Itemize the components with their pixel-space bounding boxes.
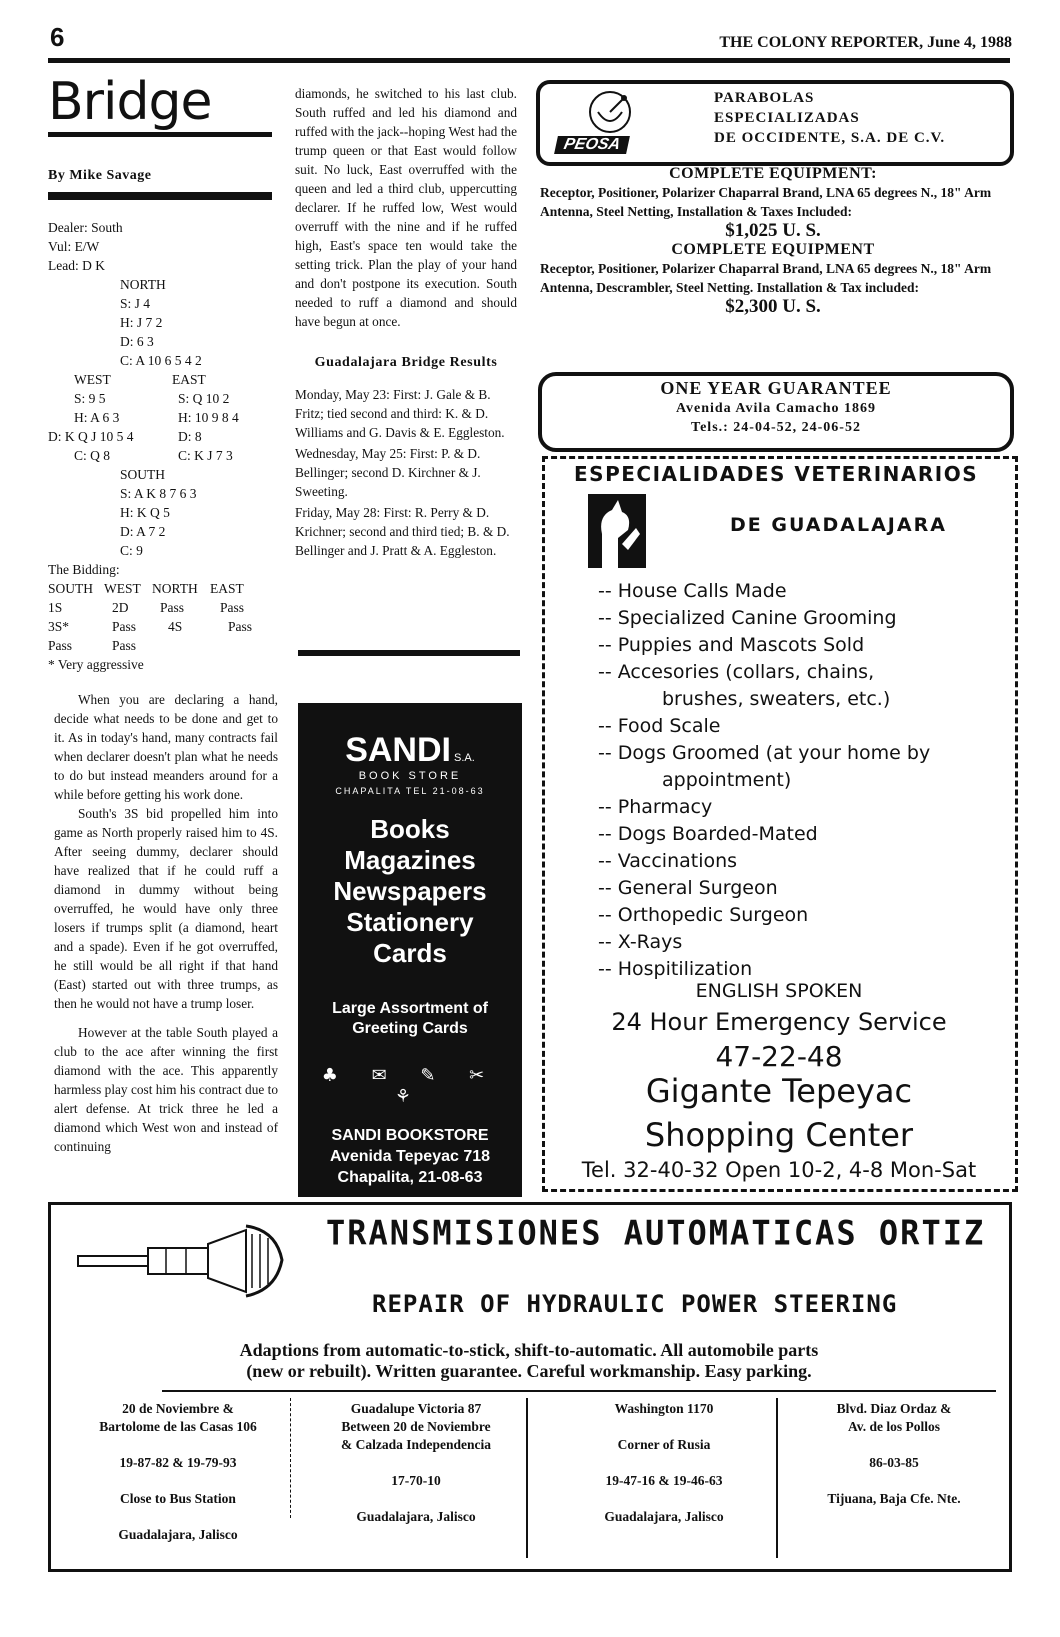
- south-spades: S: A K 8 7 6 3: [120, 486, 197, 501]
- location-block: [80, 1400, 276, 1544]
- column-divider: [526, 1398, 528, 1558]
- page-number: 6: [50, 22, 65, 52]
- spacer: [80, 1472, 276, 1490]
- location-line: 17-70-10: [391, 1473, 441, 1488]
- sandi-bookstore-ad: [298, 703, 522, 1197]
- location-line: Washington 1170: [614, 1401, 714, 1416]
- column-divider: [290, 1398, 291, 1518]
- bidding-row: [48, 636, 280, 655]
- east-clubs: C: K J 7 3: [178, 448, 233, 463]
- west-clubs: C: Q 8: [74, 448, 111, 463]
- north-label: NORTH: [120, 277, 166, 292]
- bidding-label: The Bidding:: [48, 562, 120, 577]
- service-item: -- Accesories (collars, chains,: [598, 661, 875, 683]
- peosa-logo: PEOSA: [554, 136, 630, 154]
- result-item: Friday, May 28: First: R. Perry & D. Krichner; second and third tied; B. & D. Bellinger and J. Pratt & A. Eggleston.: [295, 505, 510, 558]
- south-label: SOUTH: [120, 467, 166, 482]
- sandi-address: Avenida Tepeyac 718: [329, 1148, 491, 1165]
- bidding-row: [48, 598, 280, 617]
- newspaper-masthead: THE COLONY REPORTER, June 4, 1988: [719, 34, 1012, 51]
- west-hearts: H: A 6 3: [74, 410, 120, 425]
- spacer: [80, 1436, 276, 1454]
- package-description: Receptor, Positioner, Polarizer Chaparral Brand, LNA 65 degrees N., 18" Arm Antenna, Descrambler, Steel Netting. Installation & Tax included:: [540, 261, 992, 295]
- bid: Pass: [112, 619, 137, 634]
- sandi-name: SANDI BOOKSTORE: [331, 1127, 489, 1144]
- story-continuation: diamonds, he switched to his last club. South ruffed and led his diamond and ruffed with the jack--hoping West had the trump queen or that East would follow suit. No luck, East overruffed with the queen and led a third club, uppercutting declarer. If he ruffed low, West would overruff with the nine and if he ruffed high, East's space ten would take the setting trick. Plan the play of your hand and don't postpone its execution. South needed to ruff a diamond and should have begun at once.: [295, 86, 517, 329]
- spacer: [318, 1454, 514, 1472]
- results-heading: Guadalajara Bridge Results: [314, 355, 498, 370]
- location-line: Close to Bus Station: [120, 1491, 236, 1506]
- service-item: -- X-Rays: [598, 931, 683, 953]
- west-label: WEST: [74, 372, 111, 387]
- emergency-phone: 47-22-48: [715, 1040, 843, 1073]
- package-title: COMPLETE EQUIPMENT:: [669, 165, 877, 182]
- sandi-address-block: [298, 1125, 522, 1188]
- byline: By Mike Savage: [48, 168, 152, 183]
- bid-header: EAST: [210, 581, 244, 596]
- location-line: 20 de Noviembre &: [122, 1401, 234, 1416]
- north-clubs: C: A 10 6 5 4 2: [120, 353, 202, 368]
- english-spoken: ENGLISH SPOKEN: [695, 980, 863, 1002]
- location-line: Tijuana, Baja Cfe. Nte.: [827, 1491, 961, 1506]
- bid: Pass: [228, 619, 253, 634]
- bid: 3S*: [48, 619, 70, 634]
- north-spades: S: J 4: [120, 296, 151, 311]
- bid: Pass: [48, 638, 73, 653]
- bidding-row: [48, 617, 280, 636]
- location-line: 19-47-16 & 19-46-63: [605, 1473, 723, 1488]
- spacer: [566, 1418, 762, 1436]
- service-item-cont: brushes, sweaters, etc.): [662, 688, 891, 710]
- byline-rule: [48, 192, 272, 200]
- bridge-deal: [48, 218, 280, 674]
- header-rule: [48, 58, 1010, 63]
- company-line: DE OCCIDENTE, S.A. DE C.V.: [714, 130, 946, 146]
- vulnerability: Vul: E/W: [48, 239, 100, 254]
- results-rule: [298, 650, 520, 656]
- package-price: $1,025 U. S.: [725, 220, 821, 241]
- west-diamonds: D: K Q J 10 5 4: [48, 429, 134, 444]
- bid: Pass: [160, 600, 185, 615]
- east-spades: S: Q 10 2: [178, 391, 230, 406]
- story-paragraph: When you are declaring a hand, decide what needs to be done and get to it. As in today's hand, many contracts fail when declarer doesn't plan what he needs to do but instead meanders around for a while before getting his work done.: [54, 692, 278, 802]
- south-clubs: C: 9: [120, 543, 143, 558]
- south-hearts: H: K Q 5: [120, 505, 170, 520]
- vet-subtitle: DE GUADALAJARA: [730, 514, 947, 536]
- column-title: Bridge: [48, 72, 212, 132]
- result-item: Wednesday, May 25: First: P. & D. Bellinger; second D. Kirchner & J. Sweeting.: [295, 446, 481, 499]
- spacer: [796, 1436, 992, 1454]
- location-line: 86-03-85: [869, 1455, 919, 1470]
- location-block: [318, 1400, 514, 1526]
- sandi-phone-line: CHAPALITA TEL 21-08-63: [335, 786, 485, 796]
- product: Magazines: [344, 845, 476, 875]
- package-title: COMPLETE EQUIPMENT: [671, 241, 875, 258]
- bid-header: NORTH: [152, 581, 198, 596]
- bridge-story: [54, 690, 278, 1156]
- transmission-rule: [162, 1390, 996, 1392]
- location-line: Guadalajara, Jalisco: [356, 1509, 476, 1524]
- spacer: [796, 1472, 992, 1490]
- location-line: Blvd. Diaz Ordaz &: [836, 1401, 952, 1416]
- west-spades: S: 9 5: [74, 391, 106, 406]
- bid: 4S: [168, 619, 183, 634]
- title-rule: [48, 132, 272, 137]
- service-item: -- Dogs Groomed (at your home by: [598, 742, 931, 764]
- company-line: PARABOLAS: [714, 90, 815, 106]
- sandi-assortment: Large Assortment of Greeting Cards: [332, 1000, 488, 1037]
- product: Stationery: [346, 907, 474, 937]
- guarantee-box: [538, 372, 1014, 452]
- bid: Pass: [220, 600, 245, 615]
- service-item: -- Pharmacy: [598, 796, 713, 818]
- service-item: -- Vaccinations: [598, 850, 738, 872]
- transmission-icon: [76, 1220, 306, 1300]
- location-line: Guadalupe Victoria 87: [350, 1401, 482, 1416]
- transmission-description: [48, 1340, 1010, 1382]
- transmission-title: TRANSMISIONES AUTOMATICAS ORTIZ: [326, 1213, 986, 1253]
- service-item: -- Food Scale: [598, 715, 721, 737]
- service-item: -- Puppies and Mascots Sold: [598, 634, 865, 656]
- location-line: Between 20 de Noviembre: [341, 1419, 491, 1434]
- spacer: [566, 1490, 762, 1508]
- location-block: [566, 1400, 762, 1526]
- emergency-service: 24 Hour Emergency Service: [611, 1008, 947, 1036]
- service-item: -- House Calls Made: [598, 580, 787, 602]
- product: Cards: [373, 938, 447, 968]
- south-diamonds: D: A 7 2: [120, 524, 166, 539]
- sandi-logo: [298, 731, 522, 770]
- sandi-logo-text: SANDI: [345, 731, 451, 769]
- product: Books: [370, 814, 450, 844]
- sandi-products: [298, 814, 522, 969]
- parabolas-tels: Tels.: 24-04-52, 24-06-52: [691, 420, 861, 435]
- dog-logo-icon: [588, 494, 646, 568]
- parabolas-company: [714, 88, 945, 148]
- bid-header: WEST: [104, 581, 141, 596]
- bidding-header-row: [48, 579, 280, 598]
- location-line-2: Shopping Center: [644, 1116, 914, 1154]
- location-line: & Calzada Independencia: [340, 1437, 492, 1452]
- description-line: (new or rebuilt). Written guarantee. Careful workmanship. Easy parking.: [246, 1361, 812, 1381]
- spacer: [80, 1508, 276, 1526]
- bidding-footnote: * Very aggressive: [48, 657, 144, 672]
- location-line: 19-87-82 & 19-79-93: [119, 1455, 237, 1470]
- bid: 1S: [48, 600, 63, 615]
- location-line: Corner of Rusia: [617, 1437, 711, 1452]
- location-line: Bartolome de las Casas 106: [99, 1419, 257, 1434]
- service-item-cont: appointment): [662, 769, 792, 791]
- opening-lead: Lead: D K: [48, 258, 105, 273]
- service-item: -- Orthopedic Surgeon: [598, 904, 809, 926]
- bid-header: SOUTH: [48, 581, 94, 596]
- transmission-subtitle: REPAIR OF HYDRAULIC POWER STEERING: [372, 1290, 898, 1318]
- description-line: Adaptions from automatic-to-stick, shift-to-automatic. All automobile parts: [239, 1340, 819, 1360]
- east-hearts: H: 10 9 8 4: [178, 410, 239, 425]
- package-description: Receptor, Positioner, Polarizer Chaparral Brand, LNA 65 degrees N., 18" Arm Antenna, Steel Netting, Installation & Taxes Included:: [540, 185, 992, 219]
- location-line-1: Gigante Tepeyac: [645, 1072, 913, 1110]
- location-line: Guadalajara, Jalisco: [604, 1509, 724, 1524]
- service-item: -- Dogs Boarded-Mated: [598, 823, 818, 845]
- story-paragraph: However at the table South played a club to the ace after winning the first diamond with the ace. This apparently harmless play cost him his contract due to alert defense. At trick three he led a diamond which West won and instead of continuing: [54, 1025, 278, 1154]
- spacer: [566, 1454, 762, 1472]
- story-paragraph: South's 3S bid propelled him into game as North properly raised him to 4S. After seeing dummy, declarer should have realized that if he could ruff a diamond in dummy without being overruffed, he would have only three losers if trumps split (a diamond, heart and a spade). Even if he got overruffed, he still would be all right if that hand (East) started out with three trumps, as then he would not have a trump loser.: [54, 806, 278, 1011]
- company-line: ESPECIALIZADAS: [714, 110, 860, 126]
- package-price: $2,300 U. S.: [725, 296, 821, 317]
- sandi-phone: Chapalita, 21-08-63: [337, 1169, 483, 1186]
- north-diamonds: D: 6 3: [120, 334, 154, 349]
- bid: Pass: [112, 638, 137, 653]
- sandi-store: BOOK STORE: [358, 770, 462, 782]
- east-diamonds: D: 8: [178, 429, 202, 444]
- location-line: Av. de los Pollos: [847, 1419, 940, 1434]
- vet-title: ESPECIALIDADES VETERINARIOS: [574, 462, 979, 486]
- bid: 2D: [112, 600, 129, 615]
- column-2: [295, 84, 517, 562]
- dealer: Dealer: South: [48, 220, 123, 235]
- vet-footer: Tel. 32-40-32 Open 10-2, 4-8 Mon-Sat: [581, 1158, 977, 1182]
- service-item: -- Hospitilization: [598, 958, 753, 980]
- vet-services: [598, 578, 930, 983]
- service-item: -- Specialized Canine Grooming: [598, 607, 897, 629]
- spacer: [318, 1490, 514, 1508]
- east-label: EAST: [172, 372, 206, 387]
- guarantee-heading: ONE YEAR GUARANTEE: [660, 378, 892, 398]
- stationery-icons: ♣ ✉ ✎ ✂ ⚘: [321, 1065, 499, 1107]
- location-block: [796, 1400, 992, 1508]
- parabolas-packages: [540, 164, 1006, 316]
- sandi-logo-suffix: S.A.: [454, 752, 475, 764]
- north-hearts: H: J 7 2: [120, 315, 163, 330]
- product: Newspapers: [333, 876, 487, 906]
- service-item: -- General Surgeon: [598, 877, 778, 899]
- column-divider: [776, 1398, 778, 1558]
- parabolas-address: Avenida Avila Camacho 1869: [675, 401, 877, 416]
- location-line: Guadalajara, Jalisco: [118, 1527, 238, 1542]
- result-item: Monday, May 23: First: J. Gale & B. Fritz; tied second and third: K. & D. Williams and G. Davis & E. Eggleston.: [295, 387, 505, 440]
